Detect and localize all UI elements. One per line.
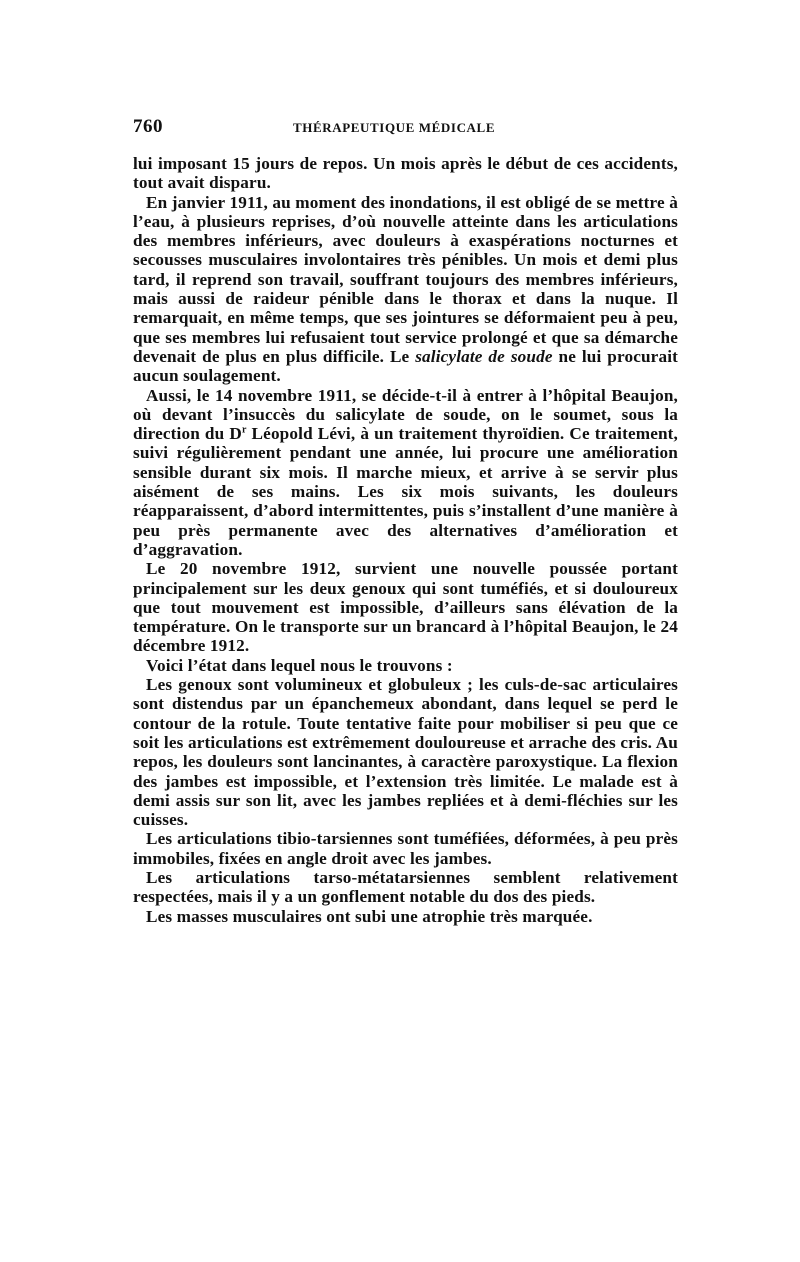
page-number: 760 xyxy=(133,116,163,137)
paragraph-3 xyxy=(133,386,678,560)
italic-term-salicylate: salicylate de soude xyxy=(415,346,553,366)
paragraph-3-text-start: Aussi, le 14 novembre 1911, se décide-t-il à entrer à l’hôpital Beaujon, où devant l’insuccès du salicylate de soude, on le soumet, sous la direction du D xyxy=(133,385,678,444)
paragraph-2-text-start: En janvier 1911, au moment des inondations, il est obligé de se mettre à l’eau, à plusieurs reprises, d’où nouvelle atteinte dans les articulations des membres inférieurs, avec douleurs à exaspérations nocturnes et secousses musculaires involontaires très pénibles. Un mois et demi plus tard, il reprend son travail, souffrant toujours des membres inférieurs, mais aussi de raideur pénible dans le thorax et dans la nuque. Il remarquait, en même temps, que ses jointures se déformaient peu à peu, que ses membres lui refusaient tout service prolongé et que sa démarche devenait de plus en plus difficile. Le xyxy=(133,192,678,366)
paragraph-2-text-end: ne lui procurait aucun soulagement. xyxy=(133,346,679,386)
paragraph-5: Voici l’état dans lequel nous le trouvons : xyxy=(146,655,453,675)
paragraph-8: Les articulations tarso-métatarsiennes semblent relativement respectées, mais il y a un gonflement notable du dos des pieds. xyxy=(133,867,678,907)
paragraph-1: lui imposant 15 jours de repos. Un mois après le début de ces accidents, tout avait disparu. xyxy=(133,154,678,193)
doctor-abbreviation-superscript: r xyxy=(241,424,247,436)
paragraph-4: Le 20 novembre 1912, survient une nouvelle poussée portant principalement sur les deux genoux qui sont tuméfiés, et si douloureux que tout mouvement est impossible, d’ailleurs sans élévation de la température. On le transporte sur un brancard à l’hôpital Beaujon, le 24 décembre 1912. xyxy=(133,559,678,656)
paragraph-2 xyxy=(133,193,678,386)
paragraph-7: Les articulations tibio-tarsiennes sont tuméfiées, déformées, à peu près immobiles, fixées en angle droit avec les jambes. xyxy=(133,829,678,868)
body-text xyxy=(133,154,678,926)
paragraph-3-text-end: Léopold Lévi, à un traitement thyroïdien. Ce traitement, suivi régulièrement pendant une année, lui procure une amélioration sensible durant six mois. Il marche mieux, et arrive à se servir plus aisément de ses mains. Les six mois suivants, les douleurs réapparaissent, d’abord intermittentes, puis s’installent d’une manière à peu près permanente avec des alternatives d’amélioration et d’aggravation. xyxy=(133,424,678,559)
paragraph-6: Les genoux sont volumineux et globuleux ; les culs-de-sac articulaires sont distendus par un épanchemeux abondant, dans lequel se perd le contour de la rotule. Toute tentative faite pour mobiliser si peu que ce soit les articulations est extrêmement douloureuse et arrache des cris. Au repos, les douleurs sont lancinantes, à caractère paroxystique. La flexion des jambes est impossible, et l’extension très limitée. Le malade est à demi assis sur son lit, avec les jambes repliées et à demi-fléchies sur les cuisses. xyxy=(133,675,678,830)
paragraph-9: Les masses musculaires ont subi une atrophie très marquée. xyxy=(146,906,593,926)
page-header xyxy=(133,116,678,142)
running-title: THÉRAPEUTIQUE MÉDICALE xyxy=(293,120,496,135)
